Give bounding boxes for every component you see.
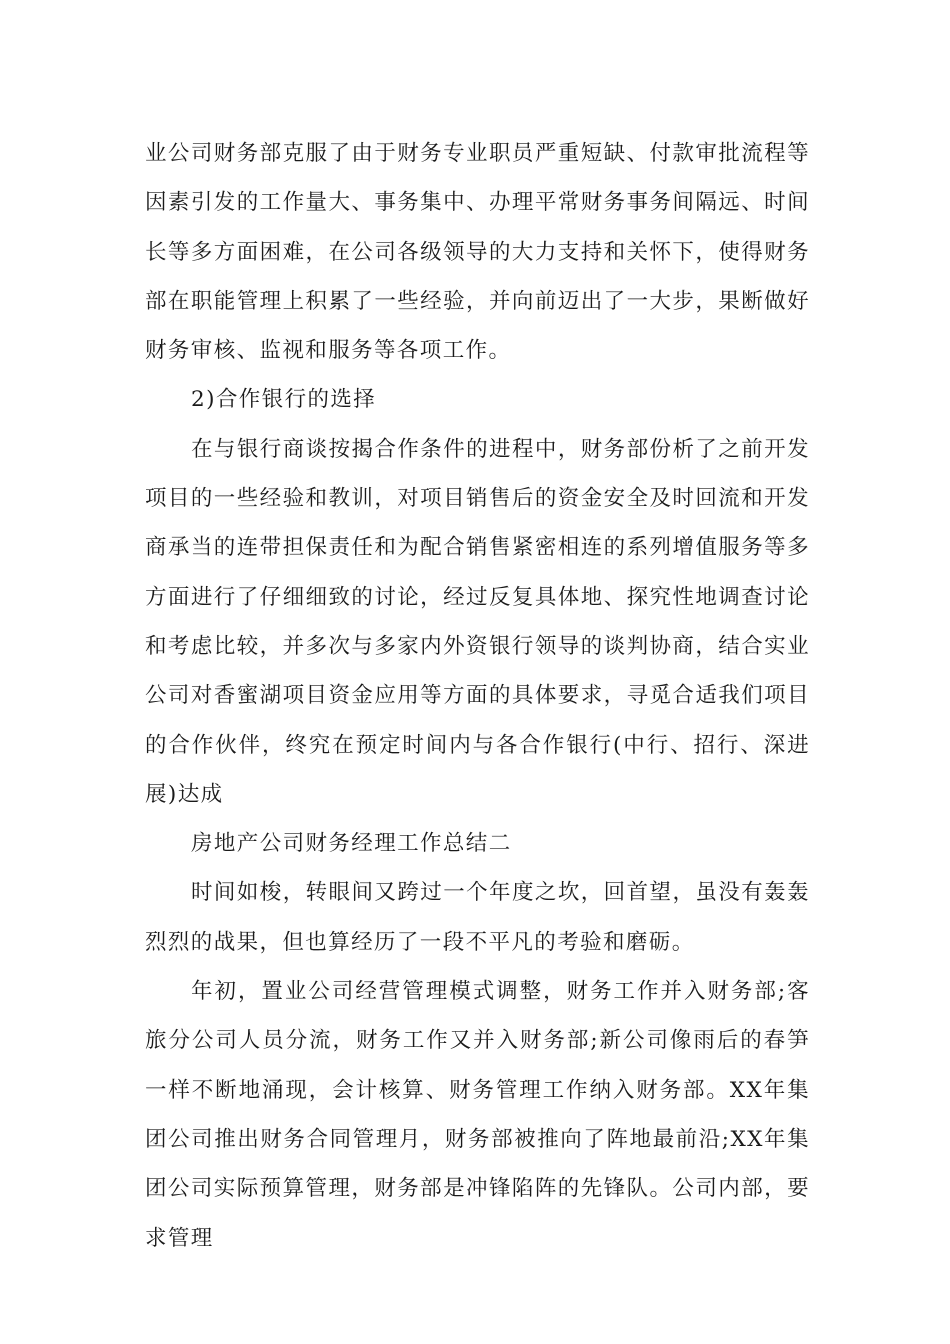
- paragraph-2: 在与银行商谈按揭合作条件的进程中，财务部份析了之前开发项目的一些经验和教训，对项目销售后的资金安全及时回流和开发商承当的连带担保责任和为配合销售紧密相连的系列增值服务等多方面进行了仔细细致的讨论，经过反复具体地、探究性地调查讨论和考虑比较，并多次与多家内外资银行领导的谈判协商，结合实业公司对香蜜湖项目资金应用等方面的具体要求，寻觅合适我们项目的合作伙伴，终究在预定时间内与各合作银行(中行、招行、深进展)达成: [145, 436, 810, 807]
- paragraph-3: 时间如梭，转眼间又跨过一个年度之坎，回首望，虽没有轰轰烈烈的战果，但也算经历了一段不平凡的考验和磨砺。: [145, 880, 810, 955]
- paragraph-1: 业公司财务部克服了由于财务专业职员严重短缺、付款审批流程等因素引发的工作量大、事务集中、办理平常财务事务间隔远、时间长等多方面困难，在公司各级领导的大力支持和关怀下，使得财务部在职能管理上积累了一些经验，并向前迈出了一大步，果断做好财务审核、监视和服务等各项工作。: [145, 141, 810, 364]
- paragraph-4: 年初，置业公司经营管理模式调整，财务工作并入财务部;客旅分公司人员分流，财务工作又并入财务部;新公司像雨后的春笋一样不断地涌现，会计核算、财务管理工作纳入财务部。XX年集团公司推出财务合同管理月，财务部被推向了阵地最前沿;XX年集团公司实际预算管理，财务部是冲锋陷阵的先锋队。公司内部，要求管理: [145, 979, 810, 1251]
- section-heading-cooperation-bank: 2)合作银行的选择: [191, 387, 377, 413]
- section-heading-summary-two: 房地产公司财务经理工作总结二: [191, 831, 512, 857]
- document-body: [145, 129, 810, 1263]
